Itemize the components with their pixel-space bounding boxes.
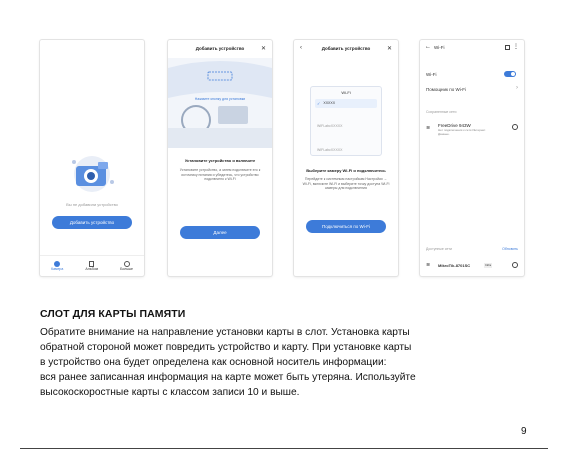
wifi-select-body: Перейдите к системным настройкам Настройки → Wi-Fi, включите Wi-Fi и выберите точку доступа Wi-Fi камеры для подключения <box>302 177 390 190</box>
more-vert-icon[interactable]: ⋮ <box>513 44 519 50</box>
wifi-panel <box>310 86 382 156</box>
wifi-signal-icon: ≋ <box>426 262 431 268</box>
network-row[interactable] <box>315 99 377 108</box>
close-icon[interactable]: ✕ <box>386 46 392 52</box>
nav-album[interactable] <box>85 261 98 272</box>
saved-networks-label: Сохраненные сети <box>426 110 457 114</box>
wifi-signal-icon: ≋ <box>426 125 431 131</box>
screenshot-wifi-select <box>294 40 398 276</box>
wifi-settings-title: Wi-Fi <box>434 45 445 50</box>
install-title: Добавить устройство <box>195 46 245 51</box>
back-arrow-icon[interactable]: ← <box>425 44 431 50</box>
saved-network-row[interactable] <box>420 120 524 138</box>
info-icon[interactable] <box>512 124 518 130</box>
wifi-select-heading: Выберите камеру Wi-Fi и подключитесь <box>306 168 386 173</box>
section-paragraph <box>40 325 500 400</box>
paragraph-line: высокоскоростные карты с классом записи 10 и выше. <box>40 387 300 398</box>
paragraph-line: Обратите внимание на направление установки карты в слот. Установка карты <box>40 327 410 338</box>
pointer-label: Нажмите кнопку для установки <box>194 97 246 101</box>
section-title: СЛОТ ДЛЯ КАРТЫ ПАМЯТИ <box>40 308 186 320</box>
wifi-panel-title: Wi-Fi <box>341 90 351 95</box>
bottom-rule <box>20 448 548 449</box>
page-number: 9 <box>521 426 527 437</box>
wifi-toggle[interactable] <box>504 71 516 77</box>
network-name: WiFi-abcXXXXX <box>317 148 343 152</box>
refresh-link[interactable]: Обновить <box>502 247 518 251</box>
paragraph-line: обратной стороной может повредить устройство и карту. При установке карты <box>40 342 412 353</box>
network-row[interactable] <box>315 136 377 158</box>
info-icon[interactable] <box>512 262 518 268</box>
network-name: XXXXX <box>323 101 336 105</box>
paragraph-line: вся ранее записанная информация на карте может быть утеряна. Используйте <box>40 372 416 383</box>
check-icon: ✓ <box>317 101 321 106</box>
nav-camera[interactable] <box>51 261 63 272</box>
screenshot-install <box>168 40 272 276</box>
chevron-right-icon: › <box>516 85 518 91</box>
camera-illustration <box>62 148 122 198</box>
available-networks-label: Доступные сети <box>426 247 452 251</box>
network-name: WiFi-abcXXXXX <box>317 124 343 128</box>
back-icon[interactable]: ‹ <box>300 45 302 51</box>
saved-network-sub: Нет подключения к сети Интернет. Данные. <box>438 128 486 136</box>
wifi-toggle-label: Wi-Fi <box>426 72 437 77</box>
available-network-row[interactable] <box>420 260 524 272</box>
bottom-nav <box>40 255 144 276</box>
add-device-button[interactable]: Добавить устройство <box>52 216 132 229</box>
next-button[interactable]: Далее <box>180 226 260 239</box>
nav-more[interactable] <box>120 261 133 272</box>
nav-album-label: Альбом <box>85 266 98 271</box>
saved-network-name: FreeDrive 943W <box>438 123 471 128</box>
nav-camera-label: Камера <box>51 266 64 271</box>
wifi-select-title: Добавить устройство <box>321 46 371 51</box>
install-heading: Установите устройство и включите <box>184 158 256 163</box>
available-network-name: MikroTik-8701SC <box>438 263 471 268</box>
screenshot-android-wifi <box>420 40 524 276</box>
connect-wifi-button[interactable]: Подключиться по Wi-Fi <box>306 220 386 233</box>
screenshot-home <box>40 40 144 276</box>
qr-scan-icon[interactable] <box>505 45 510 50</box>
nav-more-label: Больше <box>120 266 133 271</box>
car-interior-illustration <box>168 58 272 148</box>
empty-state-text: Вы не добавили устройство <box>66 202 118 207</box>
close-icon[interactable]: ✕ <box>260 46 266 52</box>
install-body: Установите устройство, а затем подключите его к источнику питания и убедитесь, что устройство подключено к Wi-Fi <box>179 168 261 181</box>
wifi-assistant[interactable]: Помощник по Wi-Fi <box>426 87 466 92</box>
network-row[interactable] <box>315 112 377 134</box>
paragraph-line: в устройство она будет определена как основной носитель информации: <box>40 357 387 368</box>
network-tag: Infra <box>485 263 492 267</box>
